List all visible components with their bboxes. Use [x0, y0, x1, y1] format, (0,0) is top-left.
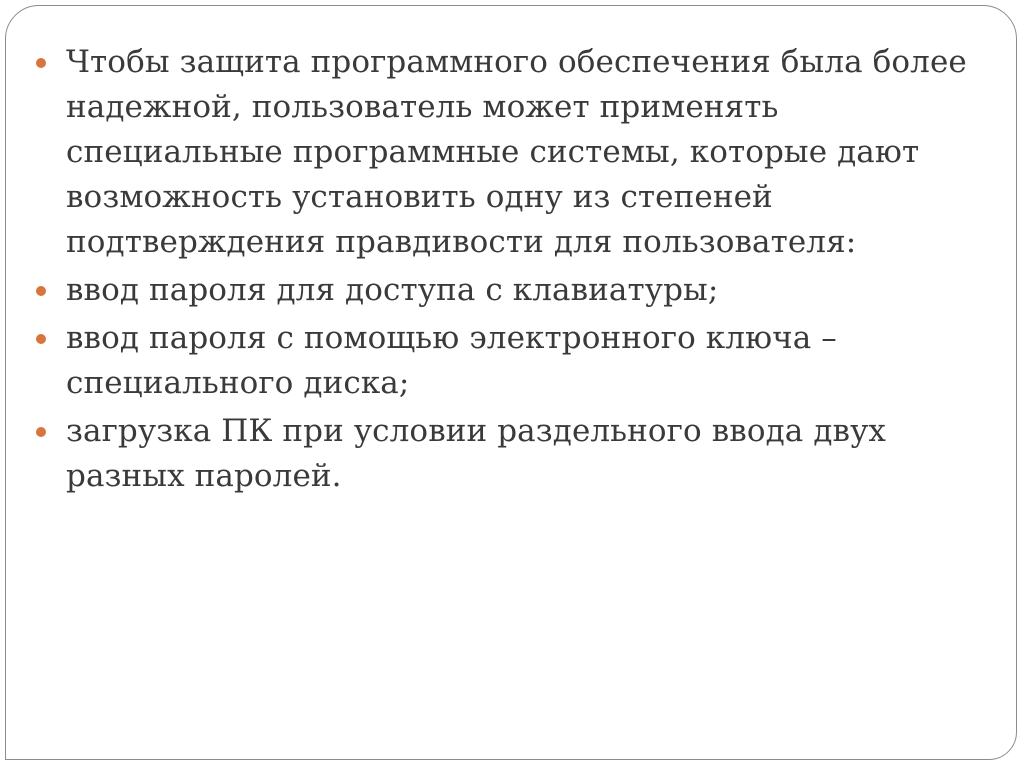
bullet-dot-icon	[36, 58, 46, 68]
list-item	[36, 268, 996, 313]
bullet-text: Чтобы защита программного обеспечения была более надежной, пользователь может применять специальные программные системы, которые дают возможность установить одну из степеней подтверждения правдивости для пользователя:	[66, 44, 967, 260]
bullet-dot-icon	[36, 286, 46, 296]
bullet-text: ввод пароля для доступа с клавиатуры;	[66, 272, 719, 308]
bullet-dot-icon	[36, 427, 46, 437]
bullet-dot-icon	[36, 334, 46, 344]
bullet-list	[36, 40, 996, 502]
bullet-text: ввод пароля с помощью электронного ключа – специального диска;	[66, 320, 837, 401]
bullet-text: загрузка ПК при условии раздельного ввода двух разных паролей.	[66, 413, 886, 494]
list-item	[36, 316, 996, 406]
slide-frame	[5, 5, 1017, 760]
list-item	[36, 40, 996, 265]
list-item	[36, 409, 996, 499]
